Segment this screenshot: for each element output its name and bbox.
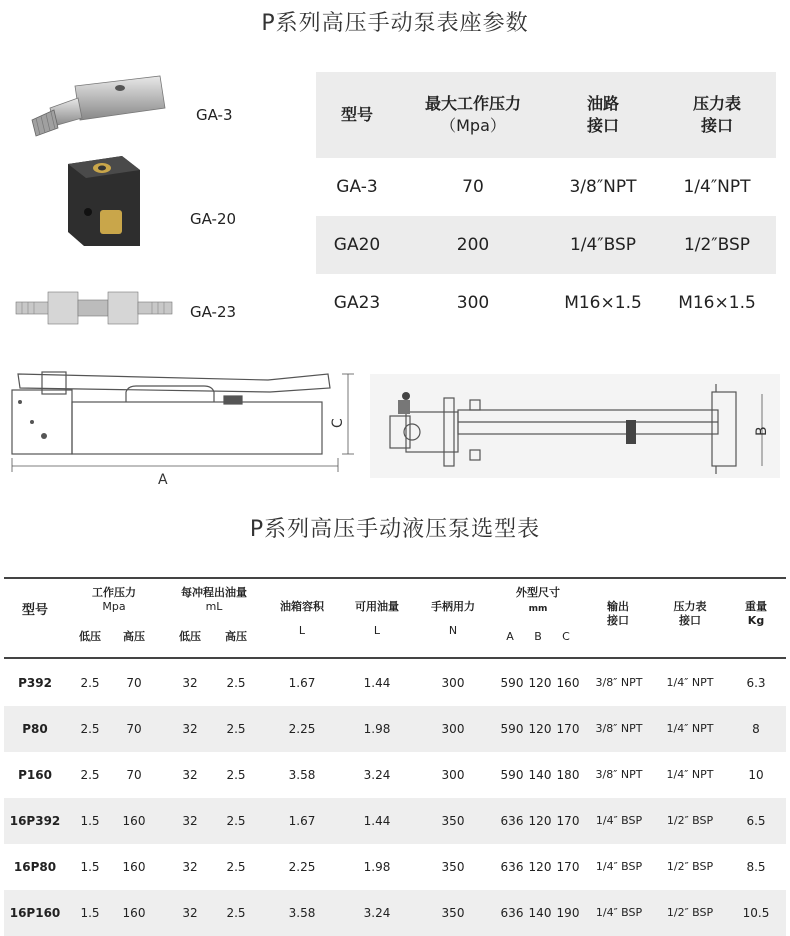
table-row: GA-3 70 3/8″NPT 1/4″NPT [336, 177, 751, 197]
table-cell: 32 [182, 768, 198, 782]
selection-table-title: P系列高压手动液压泵选型表 [249, 517, 541, 542]
table-cell: 1/4″ BSP [595, 906, 643, 919]
table-row [4, 752, 786, 798]
table-cell: 1/4″ BSP [595, 860, 643, 873]
model-cell: 16P80 [13, 860, 57, 874]
table-cell: 1.5 [80, 814, 100, 828]
table-cell: 70 [126, 722, 142, 736]
table-cell: 1.98 [363, 722, 391, 736]
table-cell: 140 [528, 906, 552, 920]
table-cell: 10 [748, 768, 764, 782]
table-cell: 32 [182, 860, 198, 874]
table-cell: 6.5 [746, 814, 766, 828]
table-cell: 32 [182, 722, 198, 736]
table-cell: 3.24 [363, 768, 391, 782]
table-cell: 1.5 [80, 860, 100, 874]
table-cell: 6.3 [746, 676, 766, 690]
table-row [4, 798, 786, 844]
table-cell: 1.98 [363, 860, 391, 874]
table-cell: 32 [182, 906, 198, 920]
model-cell: P80 [22, 722, 48, 736]
ga23-label: GA-23 [190, 303, 237, 321]
table-cell: 636 [500, 814, 524, 828]
table-cell: 350 [441, 814, 465, 828]
table-cell: 300 [441, 722, 465, 736]
model-cell: 16P392 [9, 814, 61, 828]
table-row: GA20 200 1/4″BSP 1/2″BSP [316, 216, 776, 274]
table-header-rule [4, 657, 786, 659]
header-model: 型号 [21, 603, 48, 618]
table-cell: 636 [500, 860, 524, 874]
table-cell: 8 [752, 722, 760, 736]
table-cell: 170 [556, 860, 580, 874]
model-cell: P392 [18, 676, 52, 690]
table-cell: 2.25 [288, 722, 316, 736]
table-cell: 160 [122, 814, 146, 828]
header-oil-port: 油路 接口 [586, 94, 619, 135]
table-cell: 1.44 [363, 676, 391, 690]
table-row [4, 660, 786, 706]
table-cell: 2.5 [226, 722, 246, 736]
ga23-fitting-image [12, 282, 177, 334]
table-cell: 350 [441, 906, 465, 920]
table-cell: 8.5 [746, 860, 766, 874]
table-cell: 1/4″ NPT [666, 722, 714, 735]
table-row [4, 890, 786, 936]
dimension-b-label: B [754, 426, 770, 436]
table-cell: 1/2″ BSP [666, 906, 714, 919]
pump-top-view-drawing [370, 374, 780, 478]
table-cell: 120 [528, 860, 552, 874]
table-cell: 2.5 [80, 768, 100, 782]
dimension-a-label: A [158, 472, 168, 488]
header-max-pressure: 最大工作压力 （Mpa） [424, 94, 521, 135]
table-cell: 590 [500, 676, 524, 690]
table-cell: 300 [441, 676, 465, 690]
table-cell: 3.58 [288, 906, 316, 920]
page-title: P系列高压手动泵表座参数 [261, 11, 529, 36]
table-cell: 2.5 [226, 676, 246, 690]
table-cell: 1/4″ BSP [595, 814, 643, 827]
ga3-adapter-image [20, 68, 170, 148]
ga20-label: GA-20 [190, 210, 237, 228]
table-cell: 590 [500, 722, 524, 736]
table-cell: 70 [126, 676, 142, 690]
table-cell: 160 [122, 906, 146, 920]
table-cell: 2.5 [226, 814, 246, 828]
table-cell: 2.25 [288, 860, 316, 874]
table-cell: 636 [500, 906, 524, 920]
table-cell: 2.5 [226, 860, 246, 874]
table-cell: 350 [441, 860, 465, 874]
table-cell: 180 [556, 768, 580, 782]
table-cell: 2.5 [80, 722, 100, 736]
table-cell: 1/2″ BSP [666, 814, 714, 827]
table-cell: 3.24 [363, 906, 391, 920]
table-cell: 300 [441, 768, 465, 782]
table-cell: 1/4″ NPT [666, 676, 714, 689]
header-gauge-port: 压力表 接口 [692, 94, 741, 135]
table-cell: 10.5 [742, 906, 770, 920]
table-row [4, 844, 786, 890]
model-cell: 16P160 [9, 906, 61, 920]
table-cell: 1.44 [363, 814, 391, 828]
table-cell: 3.58 [288, 768, 316, 782]
table-cell: 190 [556, 906, 580, 920]
table-row: GA23 300 M16×1.5 M16×1.5 [333, 293, 756, 313]
table-cell: 3/8″ NPT [595, 722, 643, 735]
selection-table-header: 型号 工作压力 Mpa 低压 高压 每冲程出油量 mL 低压 高压 油箱容积 L 可用油量 L 手柄用力 N 外型尺寸 mm A B C 输出 接口 压力表 接口 重量 Kg [4, 578, 786, 660]
table-cell: 32 [182, 814, 198, 828]
table-cell: 120 [528, 814, 552, 828]
table-row [4, 706, 786, 752]
table-cell: 1.67 [288, 676, 316, 690]
table-cell: 2.5 [226, 768, 246, 782]
dimension-c-label: C [330, 418, 346, 428]
gauge-table-header [316, 72, 776, 158]
table-cell: 1/2″ BSP [666, 860, 714, 873]
table-cell: 120 [528, 676, 552, 690]
header-model: 型号 [340, 105, 373, 124]
table-cell: 2.5 [80, 676, 100, 690]
table-cell: 2.5 [226, 906, 246, 920]
table-cell: 3/8″ NPT [595, 676, 643, 689]
ga3-label: GA-3 [196, 106, 233, 124]
table-cell: 1.67 [288, 814, 316, 828]
table-cell: 160 [122, 860, 146, 874]
table-cell: 170 [556, 814, 580, 828]
pump-side-view-drawing [8, 358, 358, 490]
table-cell: 160 [556, 676, 580, 690]
table-cell: 1.5 [80, 906, 100, 920]
table-cell: 3/8″ NPT [595, 768, 643, 781]
table-cell: 590 [500, 768, 524, 782]
table-cell: 70 [126, 768, 142, 782]
model-cell: P160 [18, 768, 52, 782]
table-cell: 140 [528, 768, 552, 782]
table-cell: 32 [182, 676, 198, 690]
table-cell: 1/4″ NPT [666, 768, 714, 781]
table-cell: 120 [528, 722, 552, 736]
ga20-block-image [62, 150, 144, 250]
table-cell: 170 [556, 722, 580, 736]
gauge-seat-table [316, 72, 776, 332]
